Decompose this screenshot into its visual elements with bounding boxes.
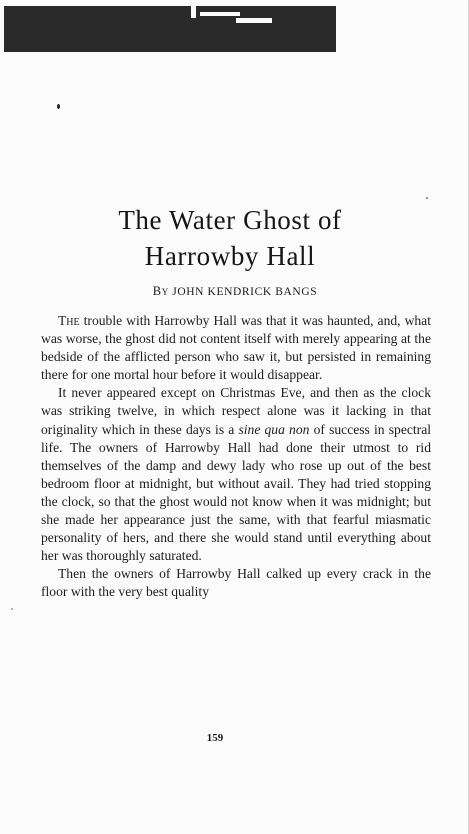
- paragraph-text: Then the owners of Harrowby Hall calked up every crack in the floor with the very best quality: [41, 566, 431, 600]
- author-byline: [40, 284, 430, 299]
- title-line: The Water Ghost of: [118, 205, 342, 235]
- author-name: JOHN KENDRICK BANGS: [172, 286, 318, 298]
- scan-artifact-notch: [200, 12, 240, 16]
- scan-artifact-bar: [4, 6, 336, 52]
- byline-prefix: By: [152, 284, 169, 298]
- paragraph-lead: The: [58, 313, 80, 328]
- ink-speck: [11, 608, 13, 610]
- paragraph: [41, 384, 431, 565]
- ink-speck: [426, 197, 428, 199]
- scan-artifact-notch: [236, 18, 272, 23]
- paragraph-text: trouble with Harrowby Hall was that it was haunted, and, what was worse, the ghost did not content itself with merely appearing at the bedside of the afflicted person who saw it, but persisted in remaining there for one mortal hour before it would disappear.: [41, 313, 431, 383]
- story-title: [30, 202, 430, 274]
- ink-speck: [57, 104, 60, 109]
- story-body: [41, 312, 431, 602]
- paragraph-text: It never appeared except on Christmas Eve, and then as the clock was striking twelve, in which respect alone was it lacking in that originality which in these days is a: [41, 385, 431, 437]
- latin-phrase: sine qua non: [238, 421, 310, 437]
- title-line: Harrowby Hall: [144, 241, 316, 271]
- paragraph: [41, 312, 431, 384]
- paragraph-text: of success in spectral life. The owners of Harrowby Hall had done their utmost to rid themselves of the damp and dewy lady who rose up out of the best bedroom floor at midnight, but without avail. They had tried stopping the clock, so that the ghost would not know when it was midnight; but she made her appearance just the same, with that fearful miasmatic personality of hers, and there she would stand until everything about her was thoroughly saturated.: [41, 421, 431, 564]
- scan-artifact-notch: [191, 6, 196, 18]
- page-number: 159: [206, 732, 224, 744]
- paragraph: [41, 565, 431, 601]
